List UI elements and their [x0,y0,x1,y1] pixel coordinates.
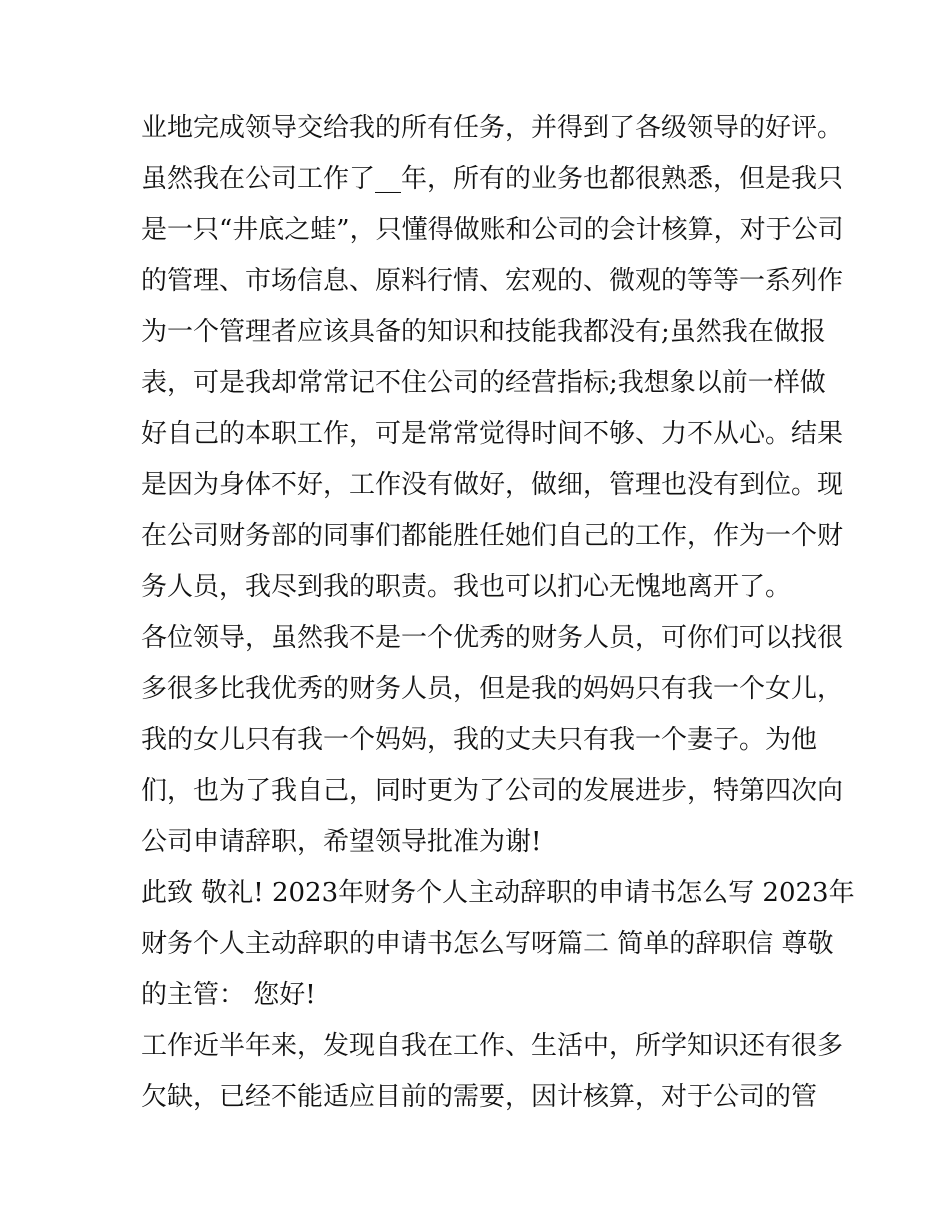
text-line: 为一个管理者应该具备的知识和技能我都没有;虽然我在做报 [141,317,826,347]
text-line: 欠缺，已经不能适应目前的需要，因计核算，对于公司的管 [141,1082,818,1112]
text-line: 公司申请辞职，希望领导批准为谢! [141,827,542,857]
text-line: 虽然我在公司工作了__年，所有的业务也都很熟悉，但是我只 [141,164,844,194]
text-line: 各位领导，虽然我不是一个优秀的财务人员，可你们可以找很 [141,623,844,653]
text-line: 财务个人主动辞职的申请书怎么写呀篇二 简单的辞职信 尊敬 [141,929,834,959]
text-line: 多很多比我优秀的财务人员，但是我的妈妈只有我一个女儿， [141,674,844,704]
text-line: 工作近半年来，发现自我在工作、生活中，所学知识还有很多 [141,1031,844,1061]
text-line: 务人员，我尽到我的职责。我也可以扪心无愧地离开了。 [141,572,792,602]
text-line: 我的女儿只有我一个妈妈，我的丈夫只有我一个妻子。为他 [141,725,818,755]
text-line: 们，也为了我自己，同时更为了公司的发展进步，特第四次向 [141,776,844,806]
text-line: 的管理、市场信息、原料行情、宏观的、微观的等等一系列作 [141,266,844,296]
text-line: 业地完成领导交给我的所有任务，并得到了各级领导的好评。 [141,113,844,143]
text-line: 表，可是我却常常记不住公司的经营指标;我想象以前一样做 [141,368,826,398]
text-line: 是因为身体不好，工作没有做好，做细，管理也没有到位。现 [141,470,844,500]
text-line: 此致 敬礼! 2023年财务个人主动辞职的申请书怎么写 2023年 [141,878,855,908]
text-line: 好自己的本职工作，可是常常觉得时间不够、力不从心。结果 [141,419,844,449]
text-line: 是一只“井底之蛙”，只懂得做账和公司的会计核算，对于公司 [141,215,844,245]
text-line: 的主管： 您好! [141,980,316,1010]
text-line: 在公司财务部的同事们都能胜任她们自己的工作，作为一个财 [141,521,844,551]
document-body [141,103,855,1123]
